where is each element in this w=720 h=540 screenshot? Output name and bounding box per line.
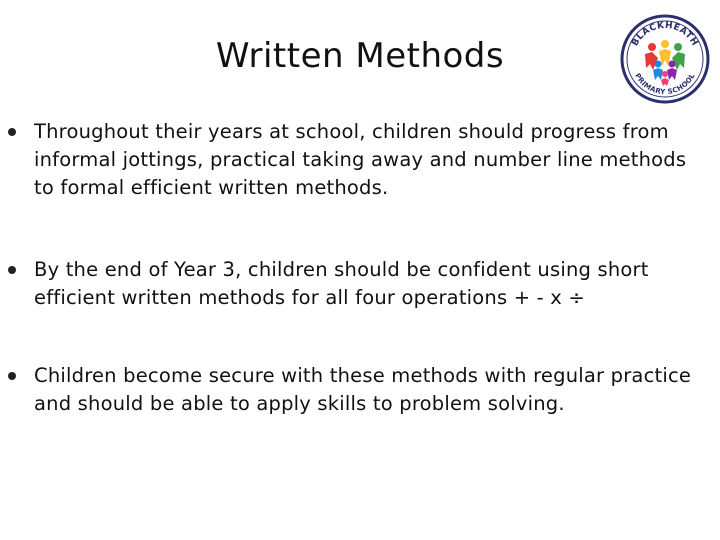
bullet-point bbox=[8, 128, 16, 136]
slide-title: Written Methods bbox=[215, 36, 505, 76]
school-logo-icon bbox=[620, 14, 710, 104]
logo-top-text: BLACKHEATH bbox=[630, 20, 700, 49]
bullet-text: By the end of Year 3, children should be confident using short efficient written methods for all four operations + - x ÷ bbox=[34, 258, 649, 309]
bullet-text: Children become secure with these methods with regular practice and should be able to apply skills to problem solving. bbox=[34, 364, 692, 415]
bullet-point bbox=[8, 372, 16, 380]
bullet-text: Throughout their years at school, children should progress from informal jottings, practical taking away and number line methods to formal efficient written methods. bbox=[34, 120, 687, 199]
bullet-point bbox=[8, 266, 16, 274]
logo-bottom-text: PRIMARY SCHOOL bbox=[633, 72, 697, 97]
